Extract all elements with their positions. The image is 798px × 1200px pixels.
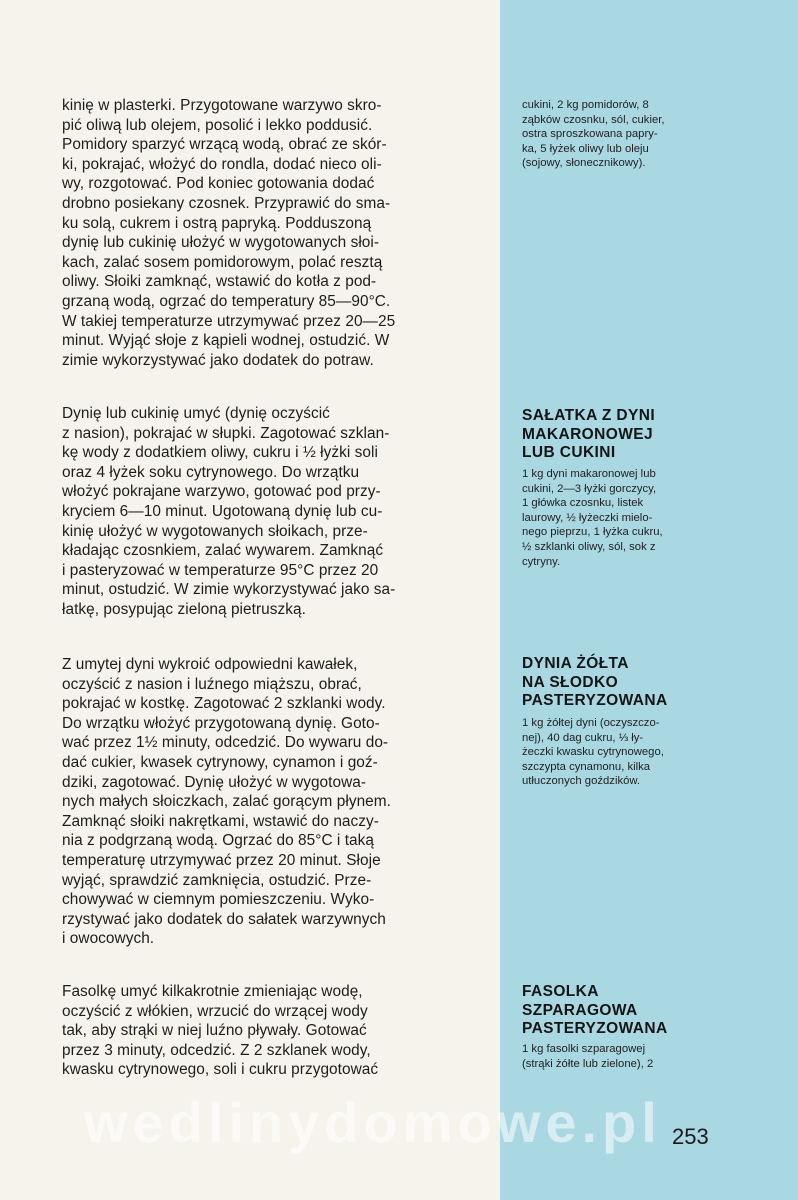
recipe-title-salatka: SAŁATKA Z DYNI MAKARONOWEJ LUB CUKINI: [522, 407, 656, 461]
recipe-title-fasolka: FASOLKA SZPARAGOWA PASTERYZOWANA: [522, 983, 668, 1037]
recipe-ingredients-dynia-zolta: 1 kg żółtej dyni (oczyszczo- nej), 40 dag cukru, ⅓ ły- żeczki kwasku cytrynowego, szczypta cynamonu, kilka utłuczonych goździków.: [522, 717, 664, 788]
recipe-title-dynia-zolta: DYNIA ŻÓŁTA NA SŁODKO PASTERYZOWANA: [522, 655, 668, 709]
paragraph-salatka-z-dyni: Dynię lub cukinię umyć (dynię oczyścić z nasion), pokrajać w słupki. Zagotować szklan- kę wody z dodatkiem oliwy, cukru i ½ łyżki soli oraz 4 łyżek soku cytrynowego. Do wrzątku włożyć pokrajane warzywo, gotować pod przy- kryciem 6—10 minut. Ugotowaną dynię lub cu- kinię ułożyć w wygotowanych słoikach, prze- kładając czosnkiem, zalać wywarem. Zamknąć i pasteryzować w temperaturze 95°C przez 20 minut, ostudzić. W zimie wykorzystywać jako sa- łatkę, posypując zieloną pietruszką.: [62, 405, 396, 618]
paragraph-dynia-pomidory: kinię w plasterki. Przygotowane warzywo skro- pić oliwą lub olejem, posolić i lekko poddusić. Pomidory sparzyć wrzącą wodą, obrać ze skór- ki, pokrajać, włożyć do rondla, dodać nieco oli- wy, rozgotować. Pod koniec gotowania dodać drobno posiekany czosnek. Przyprawić do sma- ku solą, cukrem i ostrą papryką. Podduszoną dynię lub cukinię ułożyć w wygotowanych słoi- kach, zalać sosem pomidorowym, polać resztą oliwy. Słoiki zamknąć, wstawić do kotła z pod- grzaną wodą, ogrzać do temperatury 85—90°C. W takiej temperaturze utrzymywać przez 20—25 minut. Wyjąć słoje z kąpieli wodnej, ostudzić. W zimie wykorzystywać jako dodatek do potraw.: [62, 97, 396, 369]
recipe-ingredients-fasolka: 1 kg fasolki szparagowej (strąki żółte lub zielone), 2: [522, 1043, 654, 1070]
paragraph-dynia-zolta: Z umytej dyni wykroić odpowiedni kawałek, oczyścić z nasion i luźnego miąższu, obrać, pokrajać w kostkę. Zagotować 2 szklanki wody. Do wrzątku włożyć przygotowaną dynię. Goto- wać przez 1½ minuty, odcedzić. Do wywaru do- dać cukier, kwasek cytrynowy, cynamon i goź- dziki, zagotować. Dynię ułożyć w wygotowa- nych małych słoiczkach, zalać gorącym płynem. Zamknąć słoiki nakrętkami, wstawić do naczy- nia z podgrzaną wodą. Ogrzać do 85°C i taką temperaturę utrzymywać przez 20 minut. Słoje wyjąć, sprawdzić zamknięcia, ostudzić. Prze- chowywać w ciemnym pomieszczeniu. Wyko- rzystywać jako dodatek do sałatek warzywnych i owocowych.: [62, 656, 391, 948]
sidebar-intro-ingredients: cukini, 2 kg pomidorów, 8 ząbków czosnku, sól, cukier, ostra sproszkowana papry- ka, 5 łyżek oliwy lub oleju (sojowy, słonecznikowy).: [522, 99, 665, 170]
page-number: 253: [672, 1124, 709, 1149]
paragraph-fasolka: Fasolkę umyć kilkakrotnie zmieniając wodę, oczyścić z włókien, wrzucić do wrzącej wody tak, aby strąki w niej luźno pływały. Gotować przez 3 minuty, odcedzić. Z 2 szklanek wody, kwasku cytrynowego, soli i cukru przygotować: [62, 983, 379, 1079]
watermark-text: wedlinydomowe.pl: [84, 1091, 662, 1154]
recipe-ingredients-salatka: 1 kg dyni makaronowej lub cukini, 2—3 łyżki gorczycy, 1 główka czosnku, listek laurowy, ½ łyżeczki mielo- nego pieprzu, 1 łyżka cukru, ½ szklanki oliwy, sól, sok z cytryny.: [522, 468, 663, 568]
